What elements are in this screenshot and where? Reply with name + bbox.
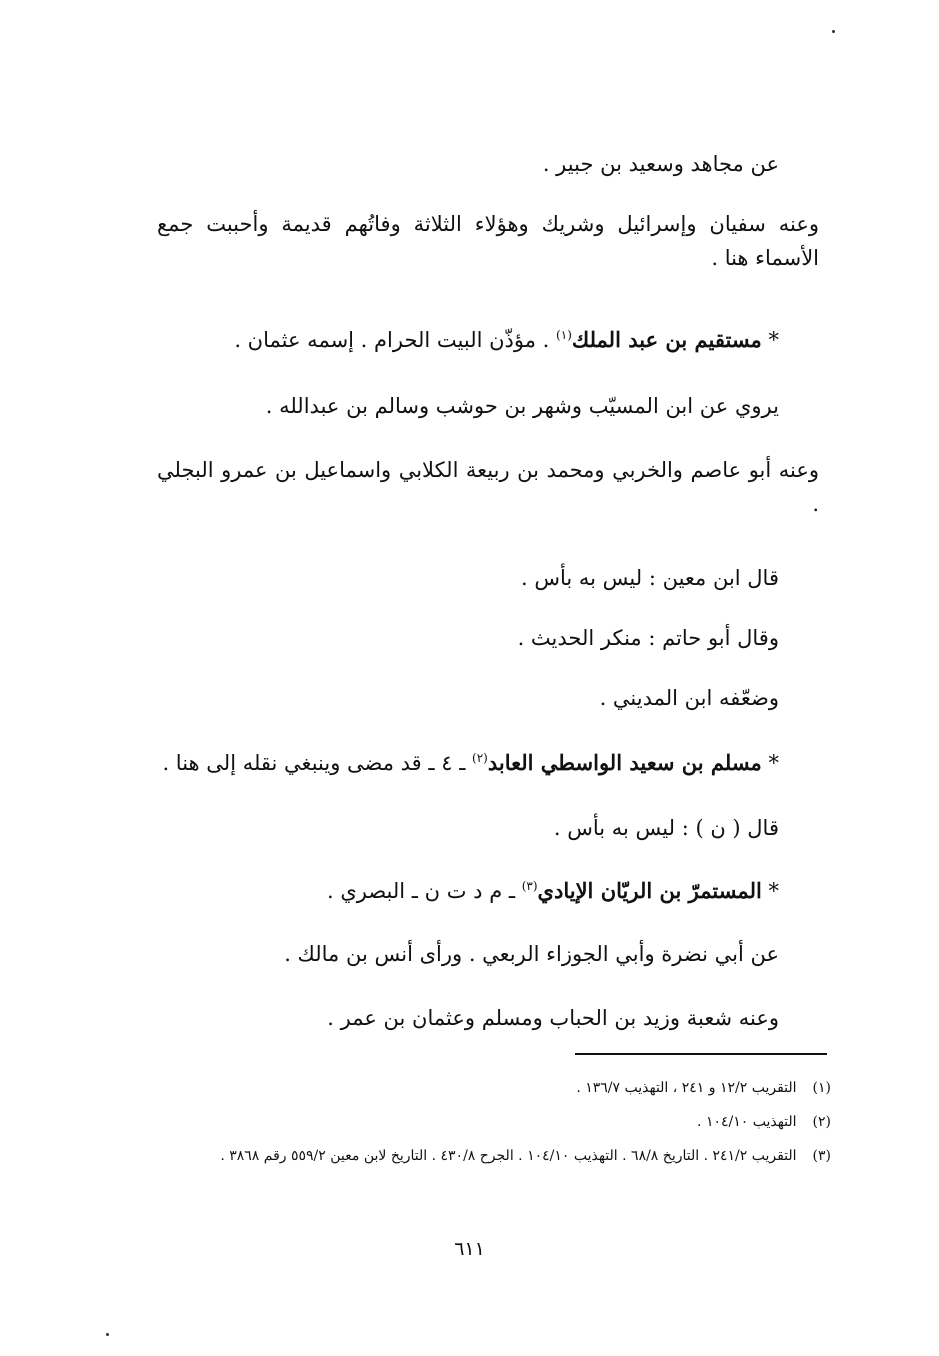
footnote-number: (٢) [812,1114,831,1130]
footnote-ref: (٢) [472,751,488,765]
paragraph: وقال أبو حاتم : منكر الحديث . [517,626,779,650]
entry-text: ـ ٤ ـ قد مضى وينبغي نقله إلى هنا . [162,751,466,775]
footnote-ref: (١) [556,328,572,342]
paragraph: وعنه أبو عاصم والخربي ومحمد بن ربيعة الكلابي واسماعيل بن عمرو البجلي . [157,458,819,516]
paragraph: وضعّفه ابن المديني . [599,686,779,710]
footnote-text: التهذيب ١٠٤/١٠ . [697,1114,797,1130]
paragraph: عن مجاهد وسعيد بن جبير . [542,152,779,176]
entry-name: المستمرّ بن الريّان الإيادي [537,878,762,903]
paragraph: قال ( ن ) : ليس به بأس . [553,816,779,840]
footnote [697,1112,831,1134]
page-number: ٦١١ [454,1238,485,1260]
biography-entry [327,874,779,909]
entry-name: مسلم بن سعيد الواسطي العابد [487,750,762,775]
entry-marker: * [768,328,779,352]
paragraph: وعنه شعبة وزيد بن الحباب ومسلم وعثمان بن عمر . [327,1006,779,1030]
paragraph: عن أبي نضرة وأبي الجوزاء الربعي . ورأى أنس بن مالك . [284,942,779,966]
footnote-separator [575,1053,827,1055]
entry-text: . مؤذّن البيت الحرام . إسمه عثمان . [234,328,550,352]
entry-text: ـ م د ت ن ـ البصري . [326,879,516,903]
footnote-text: التقريب ٢٤١/٢ . التاريخ ٦٨/٨ . التهذيب ١٠٤/١٠ . الجرح ٤٣٠/٨ . التاريخ لابن معين ٥٥٩/٢ رقم ٣٨٦٨ . [220,1148,797,1164]
scan-speck [106,1333,109,1336]
paragraph: يروي عن ابن المسيّب وشهر بن حوشب وسالم بن عبدالله . [265,394,779,418]
footnote-number: (١) [812,1080,831,1096]
entry-marker: * [768,751,779,775]
biography-entry [234,323,779,358]
paragraph: وعنه سفيان وإسرائيل وشريك وهؤلاء الثلاثة وفاتُهم قديمة وأحببت جمع الأسماء هنا . [157,212,820,270]
paragraph: قال ابن معين : ليس به بأس . [520,566,779,590]
footnote-text: التقريب ١٢/٢ و ٢٤١ ، التهذيب ١٣٦/٧ . [576,1080,797,1096]
footnote [161,1146,831,1168]
footnote [576,1078,831,1100]
scan-speck [832,30,835,33]
biography-entry [162,746,779,781]
entry-name: مستقيم بن عبد الملك [571,327,762,352]
entry-marker: * [768,879,779,903]
footnote-ref: (٣) [521,879,538,893]
footnote-number: (٣) [812,1148,831,1164]
